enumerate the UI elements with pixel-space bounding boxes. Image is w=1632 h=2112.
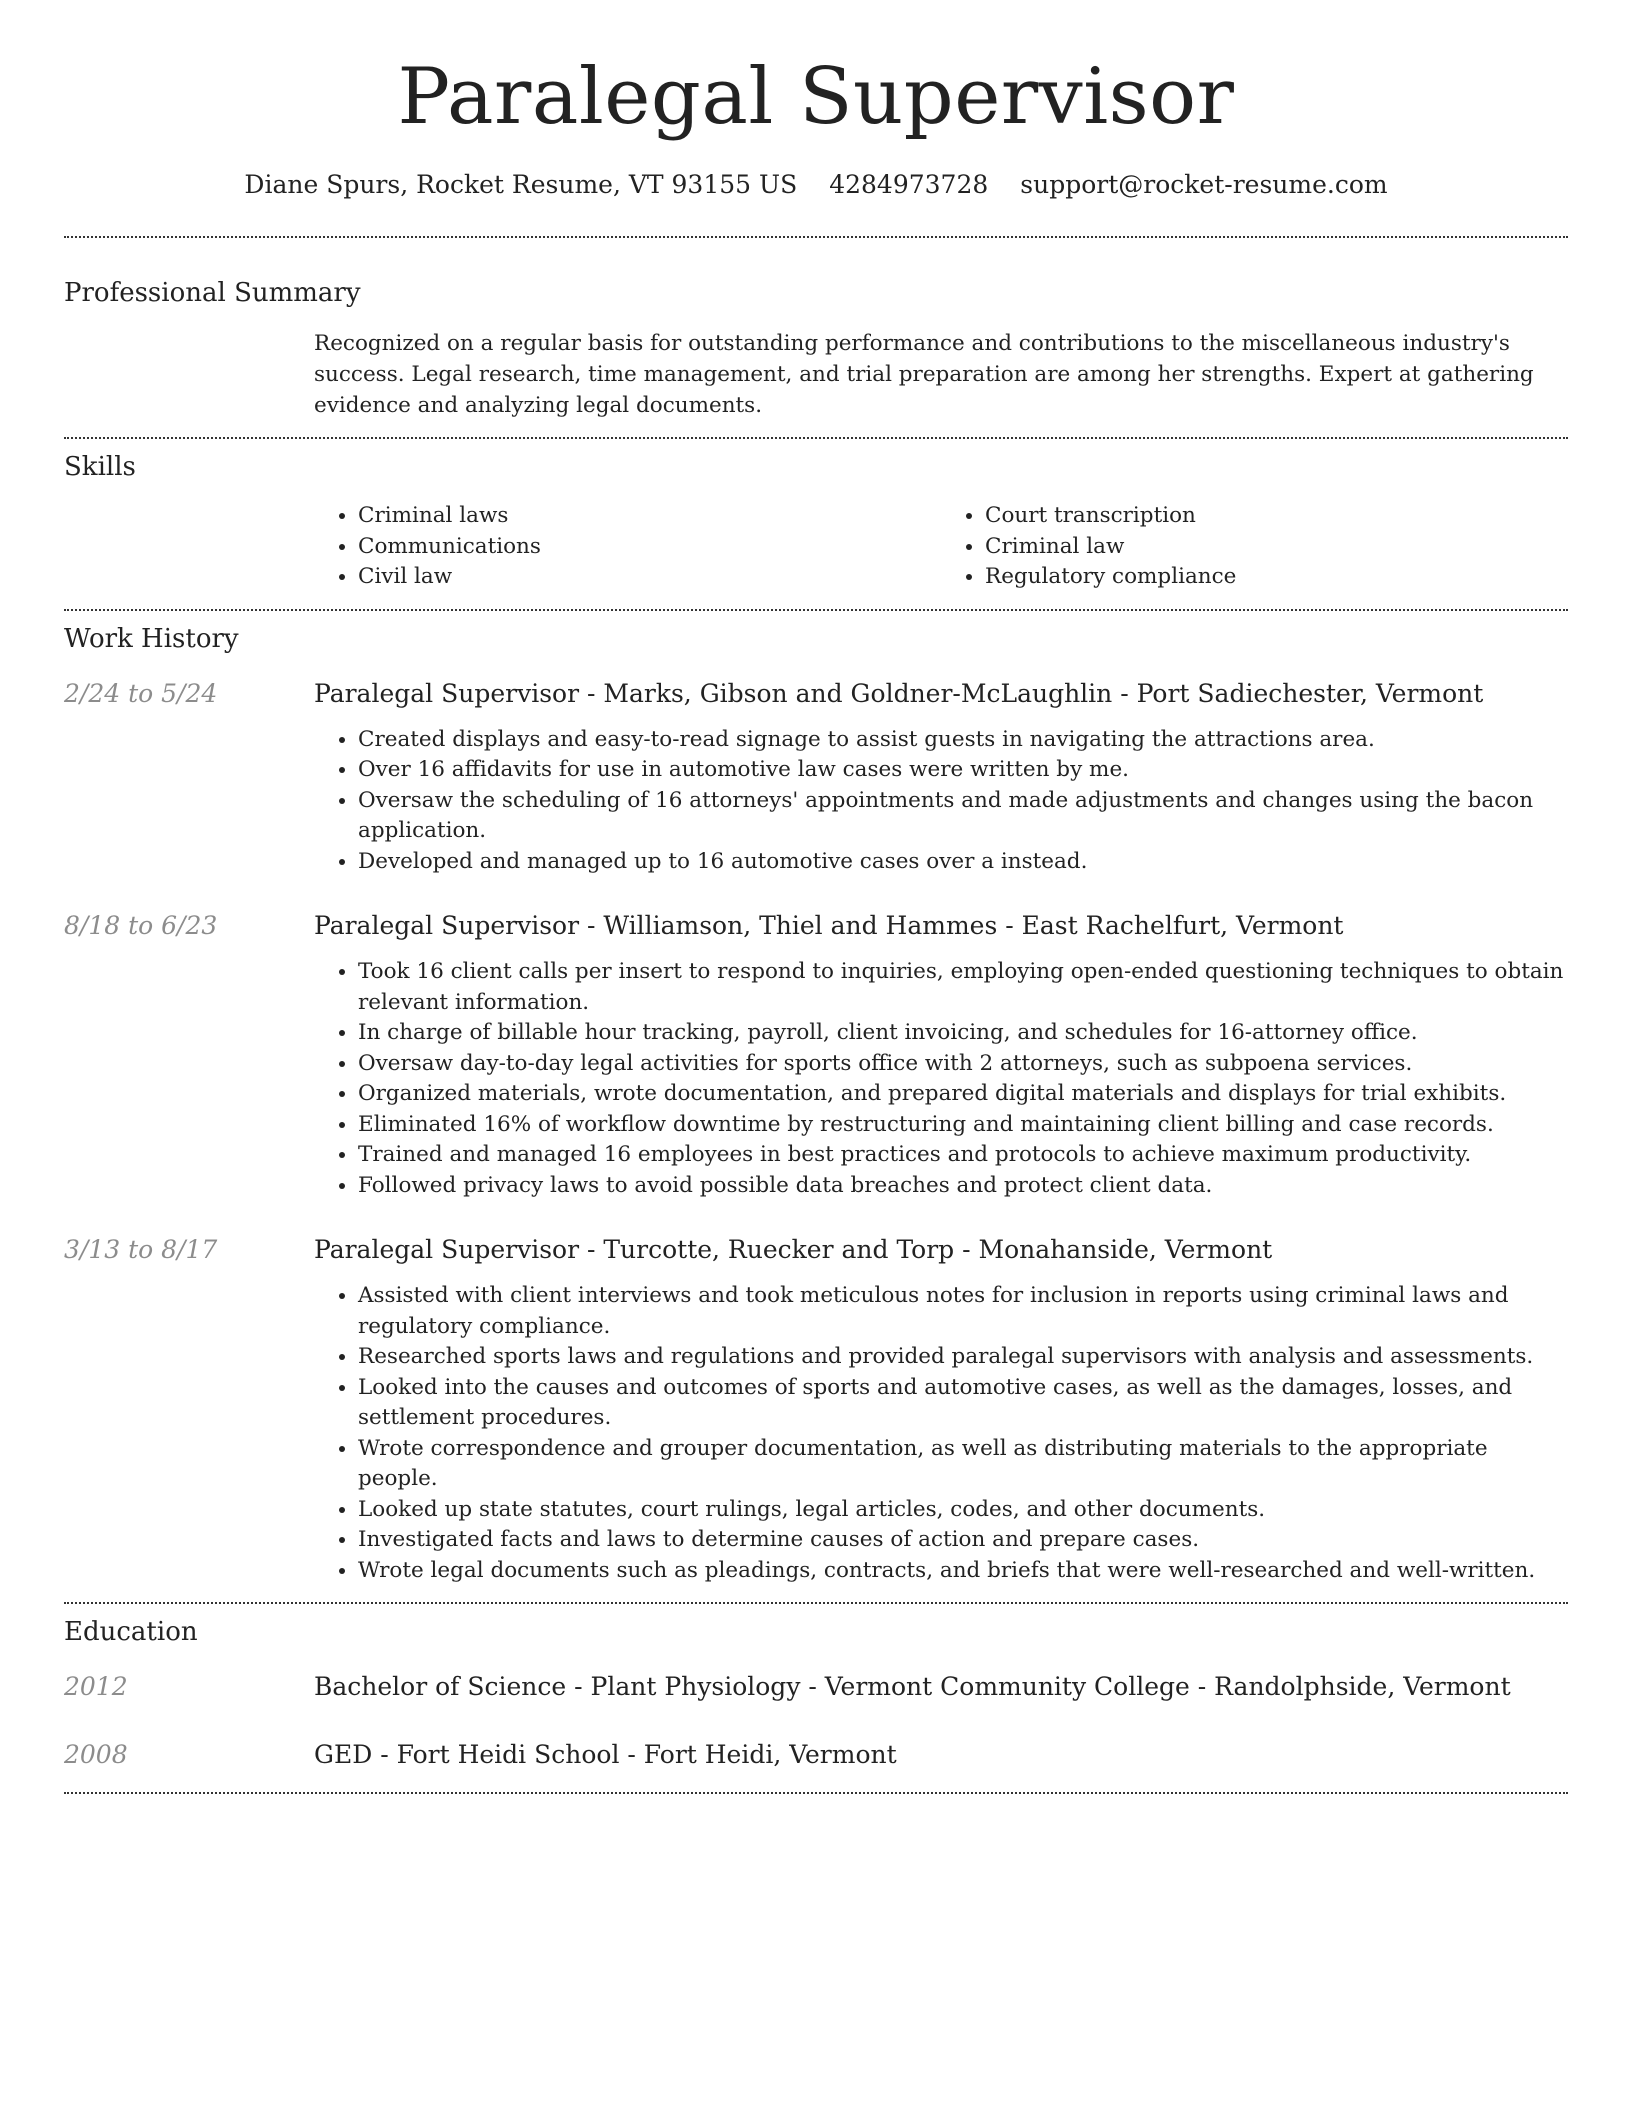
job-bullet: • Organized materials, wrote documentation, and prepared digital materials and displays for trial exhibits. bbox=[358, 1079, 1568, 1110]
job-bullet: • Wrote legal documents such as pleadings, contracts, and briefs that were well-researched and well-written. bbox=[358, 1556, 1568, 1587]
job-heading: Paralegal Supervisor - Williamson, Thiel and Hammes - East Rachelfurt, Vermont bbox=[314, 911, 1344, 940]
divider bbox=[64, 609, 1568, 611]
job-bullet: • Looked up state statutes, court rulings, legal articles, codes, and other documents. bbox=[358, 1495, 1568, 1526]
job-entry bbox=[64, 910, 1568, 1201]
skills-heading: Skills bbox=[64, 452, 136, 482]
job-bullets bbox=[314, 957, 1568, 1201]
job-bullet: • Trained and managed 16 employees in best practices and protocols to achieve maximum productivity. bbox=[358, 1140, 1568, 1171]
divider bbox=[64, 236, 1568, 238]
work-section bbox=[64, 624, 1568, 1587]
education-year: 2012 bbox=[64, 1672, 128, 1701]
education-heading: Education bbox=[64, 1617, 198, 1647]
education-text: Bachelor of Science - Plant Physiology - Vermont Community College - Randolphside, Vermont bbox=[314, 1672, 1511, 1701]
skills-column-right bbox=[941, 501, 1568, 593]
job-bullet: • Eliminated 16% of workflow downtime by restructuring and maintaining client billing and case records. bbox=[358, 1110, 1568, 1141]
resume-title: Paralegal Supervisor bbox=[397, 52, 1235, 142]
skill-item: • Criminal laws bbox=[358, 501, 941, 532]
summary-heading: Professional Summary bbox=[64, 278, 361, 308]
skills-column-left bbox=[314, 501, 941, 593]
skill-item: • Court transcription bbox=[985, 501, 1568, 532]
job-bullet: • Oversaw day-to-day legal activities for sports office with 2 attorneys, such as subpoena services. bbox=[358, 1049, 1568, 1080]
skill-item: • Civil law bbox=[358, 562, 941, 593]
skill-item: • Regulatory compliance bbox=[985, 562, 1568, 593]
job-bullet: • Took 16 client calls per insert to respond to inquiries, employing open-ended questioning techniques to obtain relevant information. bbox=[358, 957, 1568, 1018]
job-dates: 2/24 to 5/24 bbox=[64, 678, 218, 708]
job-bullet: • Followed privacy laws to avoid possible data breaches and protect client data. bbox=[358, 1171, 1568, 1202]
job-dates: 3/13 to 8/17 bbox=[64, 1235, 218, 1264]
education-year: 2008 bbox=[64, 1740, 128, 1769]
divider bbox=[64, 437, 1568, 439]
job-bullet: • Created displays and easy-to-read signage to assist guests in navigating the attractions area. bbox=[358, 725, 1568, 756]
contact-email: support@rocket-resume.com bbox=[1020, 170, 1388, 199]
work-heading: Work History bbox=[64, 623, 239, 654]
job-bullet: • Over 16 affidavits for use in automotive law cases were written by me. bbox=[358, 755, 1568, 786]
education-text: GED - Fort Heidi School - Fort Heidi, Vermont bbox=[314, 1740, 897, 1769]
skills-section bbox=[64, 452, 1568, 593]
job-bullet: • Investigated facts and laws to determine causes of action and prepare cases. bbox=[358, 1525, 1568, 1556]
job-bullet: • Researched sports laws and regulations and provided paralegal supervisors with analysis and assessments. bbox=[358, 1342, 1568, 1373]
divider bbox=[64, 1792, 1568, 1794]
job-bullet: • Oversaw the scheduling of 16 attorneys' appointments and made adjustments and changes using the bacon application. bbox=[358, 786, 1568, 847]
job-bullet: • Developed and managed up to 16 automotive cases over a instead. bbox=[358, 847, 1568, 878]
skills-list bbox=[314, 501, 1568, 593]
education-section bbox=[64, 1617, 1568, 1771]
job-bullets bbox=[314, 1281, 1568, 1586]
skill-item: • Criminal law bbox=[985, 532, 1568, 563]
job-bullet: • Assisted with client interviews and took meticulous notes for inclusion in reports using criminal laws and regulatory compliance. bbox=[358, 1281, 1568, 1342]
job-heading: Paralegal Supervisor - Marks, Gibson and Goldner-McLaughlin - Port Sadiechester, Vermont bbox=[314, 678, 1484, 708]
job-bullet: • Wrote correspondence and grouper documentation, as well as distributing materials to the appropriate people. bbox=[358, 1434, 1568, 1495]
job-entry bbox=[64, 1234, 1568, 1586]
education-entry bbox=[64, 1671, 1568, 1703]
contact-phone: 4284973728 bbox=[829, 170, 989, 199]
summary-text: Recognized on a regular basis for outstanding performance and contributions to the miscellaneous industry's success. Legal research, time management, and trial preparation are among her strengths. Expert at gathering evidence and analyzing legal documents. bbox=[314, 331, 1534, 418]
education-entry bbox=[64, 1739, 1568, 1771]
contact-address: Diane Spurs, Rocket Resume, VT 93155 US bbox=[244, 170, 798, 199]
job-dates: 8/18 to 6/23 bbox=[64, 911, 218, 940]
job-heading: Paralegal Supervisor - Turcotte, Ruecker and Torp - Monahanside, Vermont bbox=[314, 1235, 1273, 1264]
job-bullet: • In charge of billable hour tracking, payroll, client invoicing, and schedules for 16-attorney office. bbox=[358, 1018, 1568, 1049]
divider bbox=[64, 1602, 1568, 1604]
job-bullets bbox=[314, 725, 1568, 878]
contact-line bbox=[64, 170, 1568, 199]
job-bullet: • Looked into the causes and outcomes of sports and automotive cases, as well as the damages, losses, and settlement procedures. bbox=[358, 1373, 1568, 1434]
skill-item: • Communications bbox=[358, 532, 941, 563]
summary-section bbox=[64, 278, 1568, 421]
job-entry bbox=[64, 678, 1568, 878]
